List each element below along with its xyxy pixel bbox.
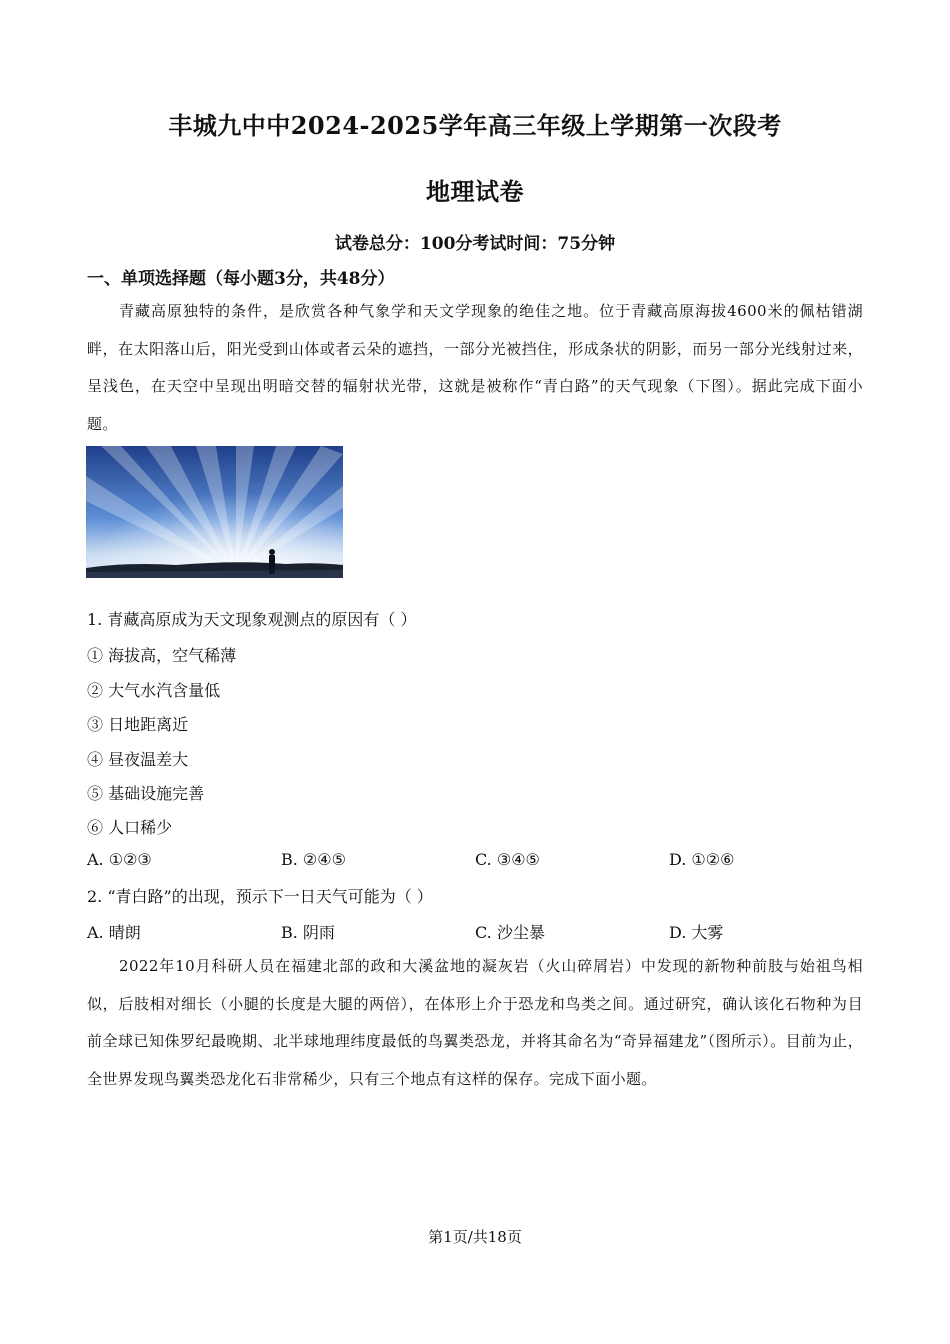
question-1-choice-b: B. ②④⑤	[281, 850, 346, 869]
question-1-choice-d: D. ①②⑥	[669, 850, 735, 869]
question-2-choice-a: A. 晴朗	[87, 923, 141, 942]
question-2-choice-d: D. 大雾	[669, 923, 724, 942]
passage-1: 青藏高原独特的条件，是欣赏各种气象学和天文学现象的绝佳之地。位于青藏高原海拔4600米的佩枯错湖畔，在太阳落山后，阳光受到山体或者云朵的遮挡，一部分光被挡住，形成条状的阴影，而另一部分光线射过来，呈浅色，在天空中呈现出明暗交替的辐射状光带，这就是被称作“青白路”的天气现象（下图）。据此完成下面小题。	[87, 302, 863, 433]
exam-meta: 试卷总分：100分考试时间：75分钟	[334, 234, 616, 254]
sky-rays-photo	[86, 446, 343, 578]
question-1-stem: 1. 青藏高原成为天文现象观测点的原因有（ ）	[87, 610, 417, 629]
question-1-item: ⑤ 基础设施完善	[87, 784, 205, 803]
question-1-item: ② 大气水汽含量低	[87, 681, 221, 700]
passage-2: 2022年10月科研人员在福建北部的政和大溪盆地的凝灰岩（火山碎屑岩）中发现的新物种前肢与始祖鸟相似，后肢相对细长（小腿的长度是大腿的两倍），在体形上介于恐龙和鸟类之间。通过研究，确认该化石物种为目前全球已知侏罗纪最晚期、北半球地理纬度最低的鸟翼类恐龙，并将其命名为“奇异福建龙”（图所示）。目前为止，全世界发现鸟翼类恐龙化石非常稀少，只有三个地点有这样的保存。完成下面小题。	[87, 957, 863, 1088]
question-1-choice-a: A. ①②③	[87, 850, 152, 869]
exam-title: 丰城九中中2024-2025学年高三年级上学期第一次段考	[168, 111, 782, 140]
question-2-stem: 2. “青白路”的出现，预示下一日天气可能为（ ）	[87, 887, 433, 906]
question-1-item: ⑥ 人口稀少	[87, 818, 173, 837]
question-1-item: ④ 昼夜温差大	[87, 750, 189, 769]
page-number: 第1页/共18页	[428, 1228, 522, 1246]
section-heading: 一、单项选择题（每小题3分，共48分）	[87, 269, 395, 289]
question-1-item: ③ 日地距离近	[87, 715, 189, 734]
question-1-choice-c: C. ③④⑤	[475, 850, 540, 869]
exam-subtitle: 地理试卷	[426, 177, 524, 206]
question-2-choice-b: B. 阴雨	[281, 923, 335, 942]
question-2-choice-c: C. 沙尘暴	[475, 923, 545, 942]
question-1-item: ① 海拔高，空气稀薄	[87, 646, 237, 665]
